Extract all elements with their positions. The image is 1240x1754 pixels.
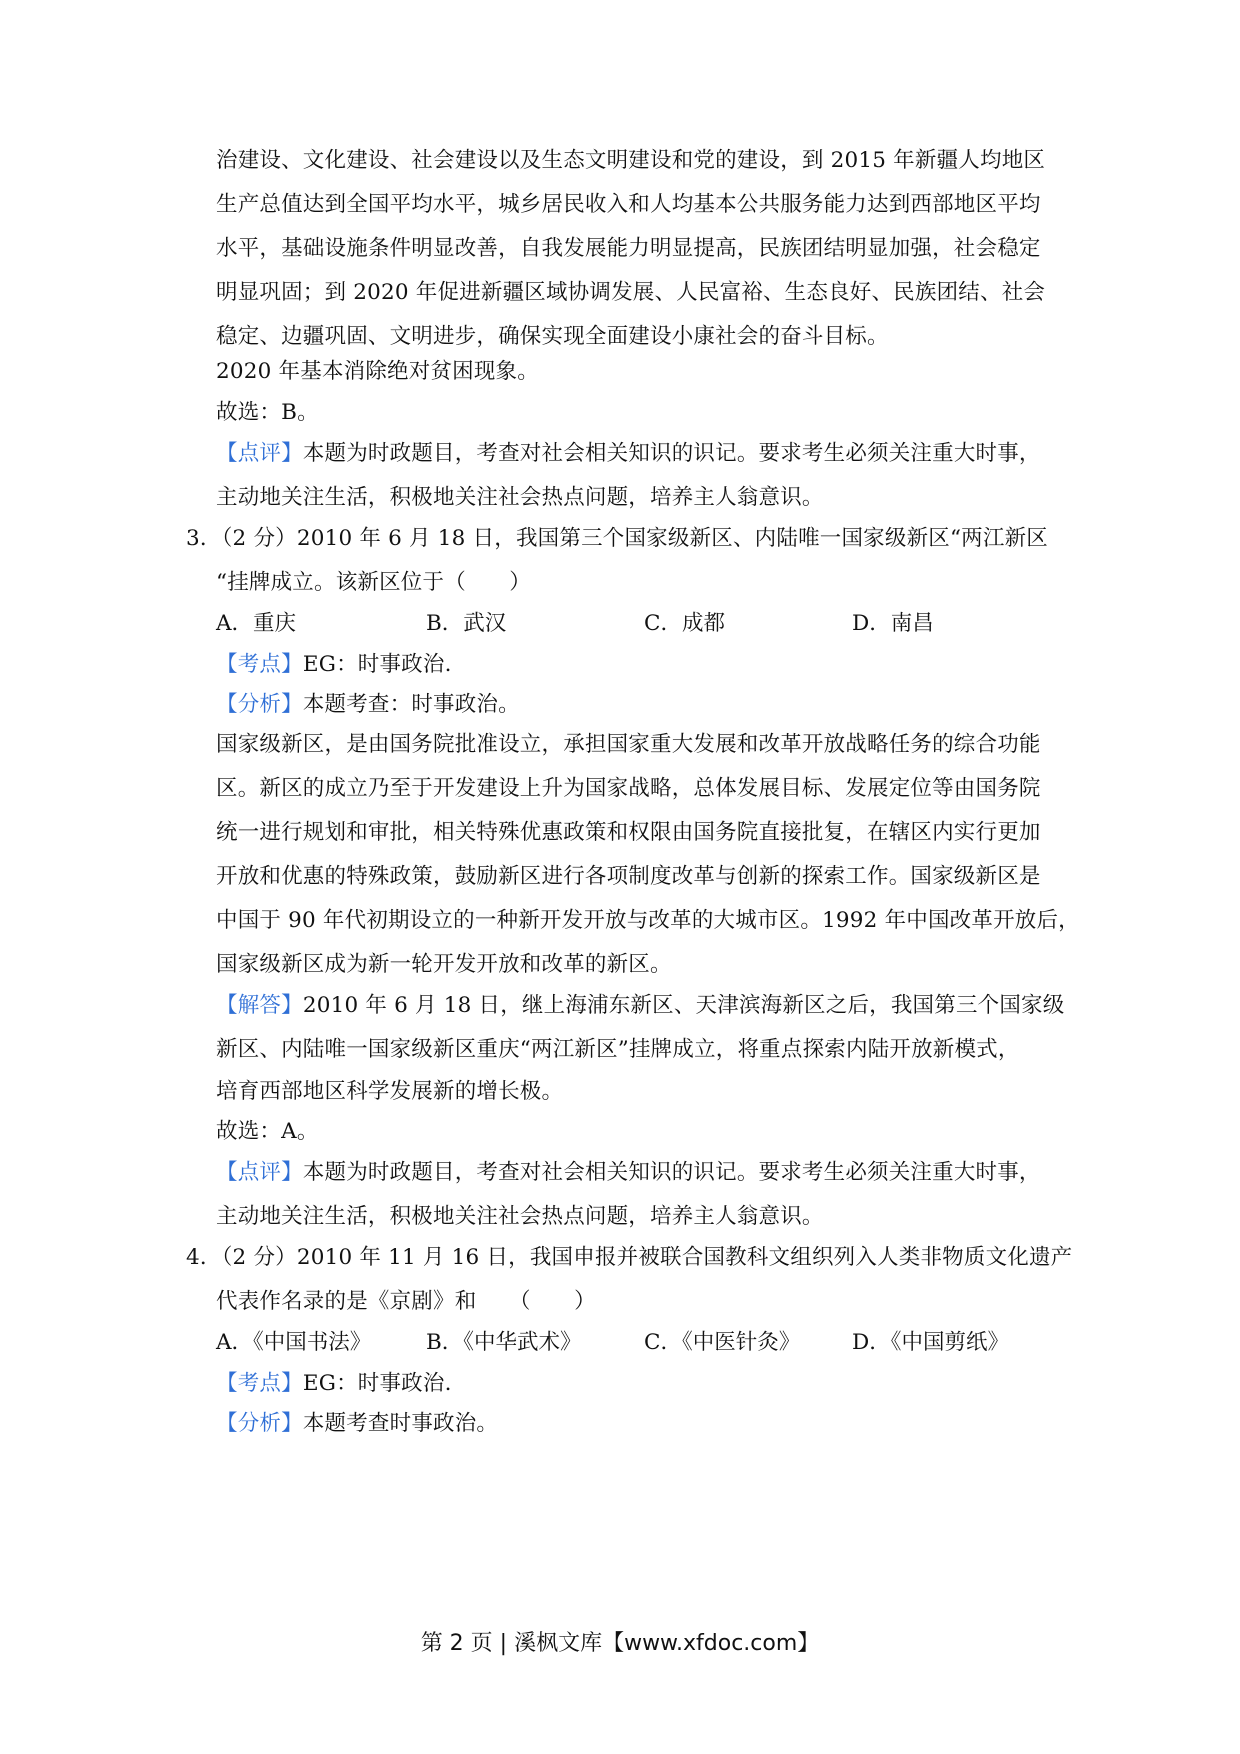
fenxi-text: 本题考查：时事政治。 bbox=[302, 692, 520, 717]
jieda-line bbox=[216, 991, 1064, 1021]
kaodian-text: EG：时事政治. bbox=[302, 1371, 452, 1396]
fenxi-tag: 【分析】 bbox=[216, 692, 303, 717]
paragraph-line: 稳定、边疆巩固、文明进步，确保实现全面建设小康社会的奋斗目标。 bbox=[216, 324, 889, 349]
paragraph-line: 水平，基础设施条件明显改善，自我发展能力明显提高，民族团结明显加强，社会稳定 bbox=[216, 236, 1041, 261]
fenxi-line bbox=[216, 1409, 498, 1439]
fenxi-text: 本题考查时事政治。 bbox=[302, 1411, 499, 1436]
answer-line: 故选：B。 bbox=[216, 400, 319, 425]
paragraph-line: 2020 年基本消除绝对贫困现象。 bbox=[216, 359, 539, 384]
answer-line: 故选：A。 bbox=[216, 1119, 319, 1144]
option-c: C．《中医针灸》 bbox=[644, 1330, 801, 1355]
option-c: C．成都 bbox=[644, 611, 725, 636]
fenxi-tag: 【分析】 bbox=[216, 1411, 303, 1436]
analysis-line: 国家级新区成为新一轮开发开放和改革的新区。 bbox=[216, 952, 672, 977]
option-d: D．《中国剪纸》 bbox=[852, 1330, 1009, 1355]
question-3-stem bbox=[186, 524, 1048, 554]
question-stem-text: （2 分）2010 年 6 月 18 日，我国第三个国家级新区、内陆唯一国家级新区“两江新区 bbox=[221, 526, 1048, 551]
question-4-stem-cont: 代表作名录的是《京剧》和 （ ） bbox=[216, 1289, 596, 1314]
option-d: D．南昌 bbox=[852, 611, 934, 636]
comment-line bbox=[216, 1158, 1041, 1188]
kaodian-text: EG：时事政治. bbox=[302, 652, 452, 677]
page-footer: 第 2 页 | 溪枫文库【www.xfdoc.com】 bbox=[420, 1631, 820, 1656]
analysis-line: 中国于 90 年代初期设立的一种新开发开放与改革的大城市区。1992 年中国改革开放后， bbox=[216, 908, 1080, 933]
option-a: A．重庆 bbox=[216, 611, 297, 636]
kaodian-line bbox=[216, 1369, 452, 1399]
fenxi-line bbox=[216, 690, 520, 720]
kaodian-line bbox=[216, 650, 452, 680]
comment-tag: 【点评】 bbox=[216, 441, 303, 466]
option-a: A．《中国书法》 bbox=[216, 1330, 372, 1355]
paragraph-line: 治建设、文化建设、社会建设以及生态文明建设和党的建设，到 2015 年新疆人均地区 bbox=[216, 148, 1046, 173]
analysis-line: 统一进行规划和审批，相关特殊优惠政策和权限由国务院直接批复，在辖区内实行更加 bbox=[216, 820, 1041, 845]
comment-line: 主动地关注生活，积极地关注社会热点问题，培养主人翁意识。 bbox=[216, 1204, 824, 1229]
analysis-line: 开放和优惠的特殊政策，鼓励新区进行各项制度改革与创新的探索工作。国家级新区是 bbox=[216, 864, 1041, 889]
analysis-line: 国家级新区，是由国务院批准设立，承担国家重大发展和改革开放战略任务的综合功能 bbox=[216, 732, 1041, 757]
comment-line: 主动地关注生活，积极地关注社会热点问题，培养主人翁意识。 bbox=[216, 485, 824, 510]
option-b: B．武汉 bbox=[426, 611, 507, 636]
question-number: 3． bbox=[186, 526, 222, 551]
kaodian-tag: 【考点】 bbox=[216, 652, 303, 677]
kaodian-tag: 【考点】 bbox=[216, 1371, 303, 1396]
question-3-stem-cont: “挂牌成立。该新区位于（ ） bbox=[216, 570, 531, 595]
jieda-tag: 【解答】 bbox=[216, 993, 303, 1018]
jieda-text: 2010 年 6 月 18 日，继上海浦东新区、天津滨海新区之后，我国第三个国家级 bbox=[302, 993, 1065, 1018]
jieda-line: 新区、内陆唯一国家级新区重庆“两江新区”挂牌成立，将重点探索内陆开放新模式， bbox=[216, 1037, 1020, 1062]
comment-text: 本题为时政题目，考查对社会相关知识的识记。要求考生必须关注重大时事， bbox=[302, 1160, 1041, 1185]
question-4-stem bbox=[186, 1243, 1072, 1273]
comment-text: 本题为时政题目，考查对社会相关知识的识记。要求考生必须关注重大时事， bbox=[302, 441, 1041, 466]
option-b: B．《中华武术》 bbox=[426, 1330, 582, 1355]
analysis-line: 区。新区的成立乃至于开发建设上升为国家战略，总体发展目标、发展定位等由国务院 bbox=[216, 776, 1041, 801]
paragraph-line: 明显巩固；到 2020 年促进新疆区域协调发展、人民富裕、生态良好、民族团结、社会 bbox=[216, 280, 1046, 305]
jieda-line: 培育西部地区科学发展新的增长极。 bbox=[216, 1079, 564, 1104]
question-stem-text: （2 分）2010 年 11 月 16 日，我国申报并被联合国教科文组织列入人类非物质文化遗产 bbox=[221, 1245, 1073, 1270]
comment-tag: 【点评】 bbox=[216, 1160, 303, 1185]
paragraph-line: 生产总值达到全国平均水平，城乡居民收入和人均基本公共服务能力达到西部地区平均 bbox=[216, 192, 1041, 217]
comment-line bbox=[216, 439, 1041, 469]
question-number: 4． bbox=[186, 1245, 222, 1270]
